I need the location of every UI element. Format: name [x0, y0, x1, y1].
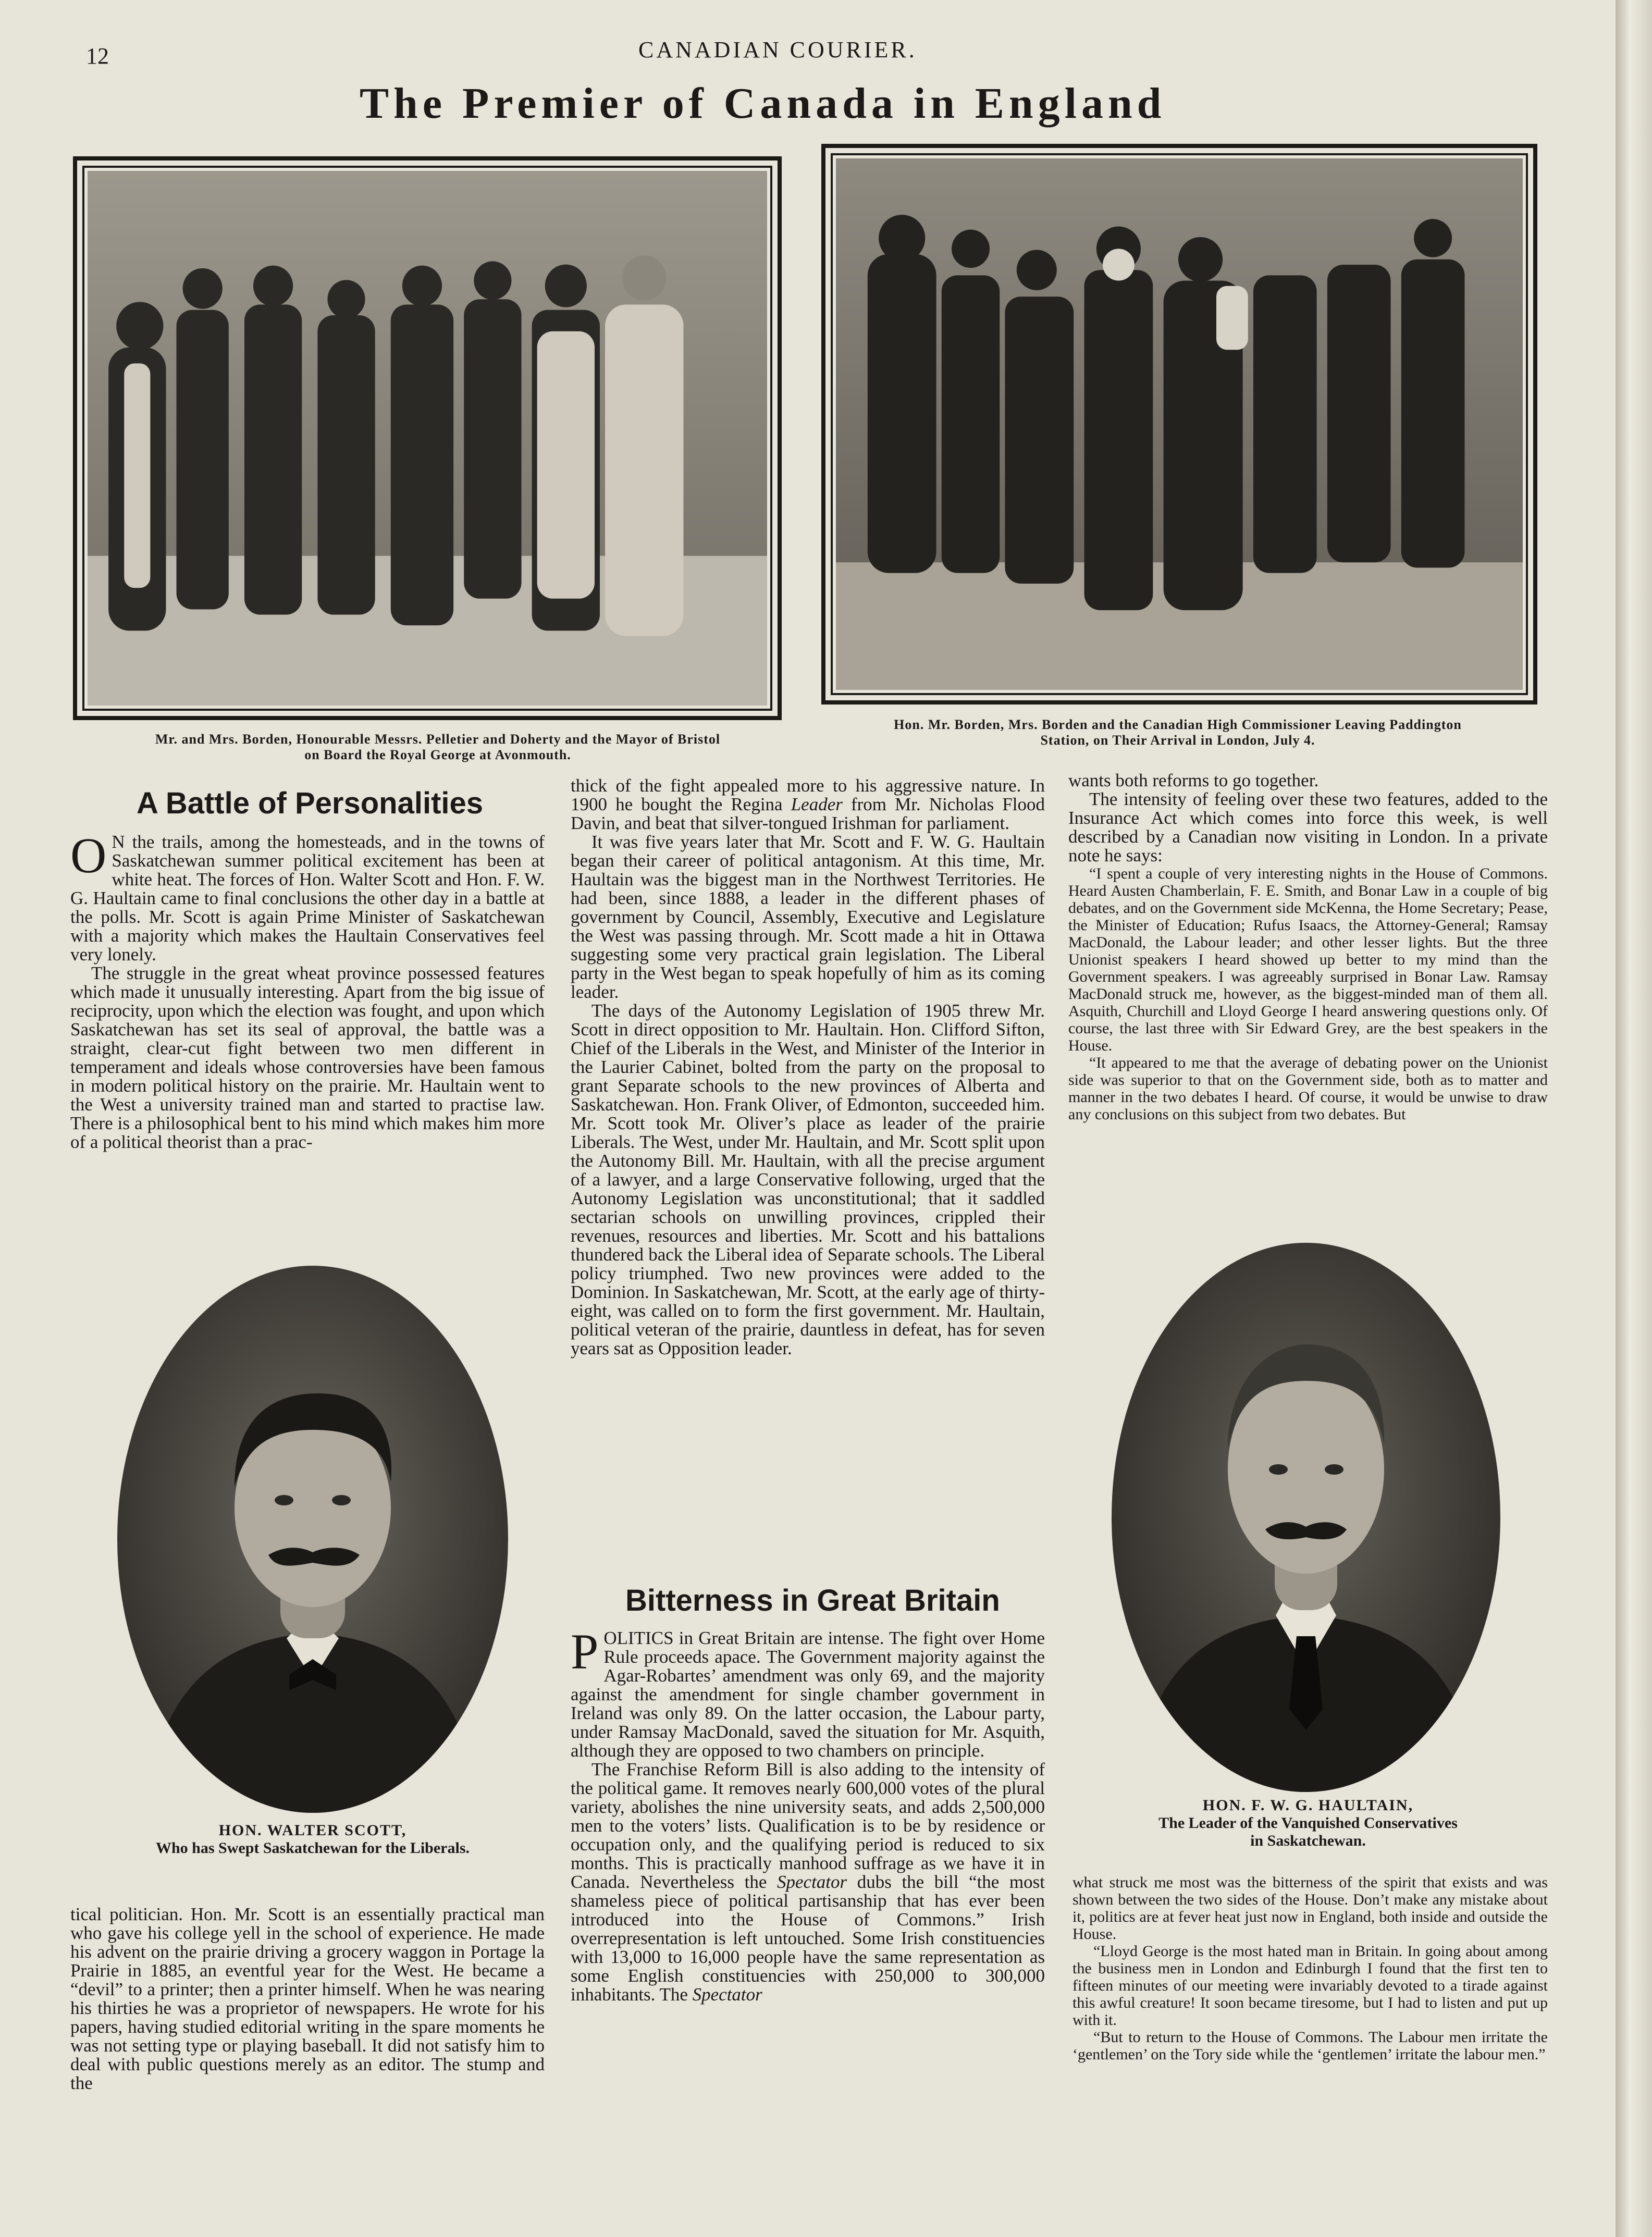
portrait-haultain	[1109, 1240, 1503, 1795]
photo-avonmouth	[73, 156, 782, 720]
article1-column2	[571, 776, 1045, 1358]
haultain-caption-line2: in Saskatchewan.	[1250, 1832, 1366, 1849]
photo-paddington-caption-line1: Hon. Mr. Borden, Mrs. Borden and the Canadian High Commissioner Leaving Paddington	[894, 717, 1462, 732]
photo-paddington	[821, 144, 1537, 705]
article2-quote-4: “Lloyd George is the most hated man in Britain. In going about among the business men in London and Edinburgh I found that the first ten to fifteen minutes of our meeting were invariably devoted to a tirade against this awful creature! It soon became tiresome, but I had to listen and put up with it.	[1072, 1943, 1548, 2029]
article2-quote-3: what struck me most was the bitterness of the spirit that exists and was shown between the two sides of the House. Don’t make any mistake about it, politics are at fever heat just now in England, both inside and outside the House.	[1072, 1874, 1548, 1943]
photo-avonmouth-image	[88, 171, 767, 706]
dropcap-o: O	[70, 827, 107, 883]
article2-paragraph-1: POLITICS in Great Britain are intense. The fight over Home Rule proceeds apace. The Government majority against the Agar-Robartes’ amendment was only 69, and the majority against the amendment for single chamber government in Ireland was only 89. On the latter occasion, the Labour party, under Ramsay MacDonald, saved the situation for Mr. Asquith, although they are opposed to two chambers on principle.	[571, 1624, 1045, 1761]
article1-paragraph-1: O N the trails, among the homesteads, and in the towns of Saskatchewan summer political excitement has been at white heat. The forces of Hon. Walter Scott and Hon. F. W. G. Haultain came to final conclusions the other day in a battle at the polls. Mr. Scott is again Prime Minister of Saskatchewan with a majority which makes the Haultain Conservatives feel very lonely.	[70, 827, 545, 965]
haultain-caption-line1: The Leader of the Vanquished Conservatives	[1158, 1814, 1458, 1832]
article2-quote-2: “It appeared to me that the average of debating power on the Unionist side was superior to that on the Government side, both as to matter and manner in the two debates I heard. Of course, it would be unwise to draw any conclusions on this subject from two debates. But	[1068, 1054, 1548, 1123]
article1-column1-top	[70, 827, 545, 1152]
portrait-haultain-image	[1109, 1240, 1503, 1795]
article2-quote-5: “But to return to the House of Commons. The Labour men irritate the ‘gentlemen’ on the Tory side while the ‘gentlemen’ irritate the labour men.”	[1072, 2029, 1548, 2063]
article2-paragraph-2: The Franchise Reform Bill is also adding to the intensity of the political game. It removes nearly 600,000 votes of the plural variety, abolishes the nine university seats, and adds 2,500,000 men to the voters’ lists. Qualification is to be by residence or occupation only, and the qualifying period is reduced to six months. This is practically manhood suffrage as we have it in Canada. Nevertheless the Spectator dubs the bill “the most shameless piece of political partisanship that has ever been introduced into the House of Commons.” Irish overrepresentation is left untouched. Some Irish constituencies with 13,000 to 16,000 people have the same representation as some English constituencies with 250,000 to 300,000 inhabitants. The Spectator	[571, 1759, 1045, 2005]
portrait-haultain-caption	[1074, 1797, 1543, 1850]
article1-paragraph-6: The days of the Autonomy Legislation of 1905 threw Mr. Scott in direct opposition to Mr. Haultain. Hon. Clifford Sifton, Chief of the Liberals in the West, and Minister of the Interior in the Laurier Cabinet, bolted from the party on the proposal to grant Separate schools to the new provinces of Alberta and Saskatchewan. Hon. Frank Oliver, of Edmonton, succeeded him. Mr. Scott took Mr. Oliver’s place as leader of the prairie Liberals. The West, under Mr. Haultain, and Mr. Scott split upon the Autonomy Bill. Mr. Haultain, with all the precise argument of a lawyer, and a large Conservative following, urged that the Autonomy Legislation was unconstitutional; that it saddled sectarian schools on unwilling provinces, crippled their revenues, resources and liberties. Mr. Scott and his battalions thundered back the Liberal idea of Separate schools. The Liberal policy triumphed. Two new provinces were added to the Dominion. In Saskatchewan, Mr. Scott, at the early age of thirty-eight, was called on to form the first government. Mr. Haultain, political veteran of the prairie, dauntless in defeat, has for seven years sat as Opposition leader.	[571, 1000, 1045, 1358]
walter-scott-name: HON. WALTER SCOTT,	[218, 1822, 407, 1839]
article2-column2	[571, 1624, 1045, 2005]
running-head: CANADIAN COURIER.	[638, 37, 917, 63]
article2-quote-1: “I spent a couple of very interesting nights in the House of Commons. Heard Austen Chamberlain, F. E. Smith, and Bonar Law in a couple of big debates, and on the Government side McKenna, the Home Secretary; Pease, the Minister of Education; Rufus Isaacs, the Attorney-General; Ramsay MacDonald, the Labour leader; and other lesser lights. But the three Unionist speakers I heard showed up better to my mind than the Government speakers. I was agreeably surprised in Bonar Law. Ramsay MacDonald struck me, however, as the biggest-minded man of them all. Asquith, Churchill and Lloyd George I heard answering questions only. Of course, the last three with Sir Edward Grey, are the best speakers in the House.	[1068, 865, 1548, 1054]
haultain-name: HON. F. W. G. HAULTAIN,	[1202, 1797, 1414, 1814]
article2-column3-top	[1068, 771, 1548, 1123]
article-heading-bitterness: Bitterness in Great Britain	[625, 1584, 1000, 1617]
article1-column1-bottom	[70, 1905, 545, 2093]
photo-avonmouth-caption-line2: on Board the Royal George at Avonmouth.	[304, 747, 571, 762]
article1-paragraph-4: thick of the fight appealed more to his aggressive nature. In 1900 he bought the Regina Leader from Mr. Nicholas Flood Davin, and beat that silver-tongued Irishman for parliament.	[571, 775, 1045, 833]
article2-paragraph-4: The intensity of feeling over these two features, added to the Insurance Act which comes into force this week, is well described by a Canadian now visiting in London. In a private note he says:	[1068, 789, 1548, 866]
article2-paragraph-3: wants both reforms to go together.	[1068, 770, 1319, 790]
photo-avonmouth-caption	[73, 732, 803, 763]
article1-paragraph-3: tical politician. Hon. Mr. Scott is an essentially practical man who gave his college yell in the school of experience. He made his advent on the prairie driving a grocery waggon in Portage la Prairie in 1885, an eventful year for the West. He became a “devil” to a printer; then a printer himself. When he was nearing his thirties he was a proprietor of newspapers. He wrote for his papers, having studied editorial writing in the spare moments he was not setting type or playing baseball. It did not satisfy him to deal with public questions merely as an editor. The stump and the	[70, 1904, 545, 2093]
article1-paragraph-2: The struggle in the great wheat province possessed features which made it unusually interesting. Apart from the big issue of reciprocity, upon which the election was fought, and upon which Saskatchewan has set its seal of approval, the battle was a straight, clear-cut fight between two men different in temperament and ideals whose controversies have been famous in modern political history on the prairie. Mr. Haultain went to the West a university trained man and started to practise law. There is a philosophical bent to his mind which makes him more of a political theorist than a prac-	[70, 963, 545, 1152]
dropcap-p: P	[571, 1624, 599, 1679]
article2-column3-bottom	[1072, 1874, 1548, 2063]
walter-scott-caption-text: Who has Swept Saskatchewan for the Liberals.	[155, 1839, 470, 1857]
portrait-walter-scott-image	[115, 1263, 511, 1815]
photo-paddington-caption-line2: Station, on Their Arrival in London, July 4.	[1040, 733, 1315, 748]
page-number: 12	[86, 43, 109, 69]
portrait-walter-scott	[115, 1263, 511, 1815]
article-heading-battle: A Battle of Personalities	[137, 786, 484, 820]
page-title: The Premier of Canada in England	[360, 79, 1166, 128]
article1-paragraph-5: It was five years later that Mr. Scott and F. W. G. Haultain began their career of political antagonism. At this time, Mr. Haultain was the biggest man in the Northwest Territories. He had been, since 1888, a leader in the different phases of government by Council, Assembly, Executive and Legislature the West was passing through. Mr. Scott made a hit in Ottawa suggesting some very practical grain legislation. The Liberal party in the West began to speak hopefully of him as its coming leader.	[571, 832, 1045, 1002]
photo-paddington-image	[836, 158, 1523, 690]
page-binding-edge	[1616, 0, 1652, 2237]
photo-paddington-caption	[813, 717, 1543, 748]
portrait-walter-scott-caption	[109, 1822, 516, 1857]
photo-avonmouth-caption-line1: Mr. and Mrs. Borden, Honourable Messrs. Pelletier and Doherty and the Mayor of Bristol	[155, 732, 721, 747]
